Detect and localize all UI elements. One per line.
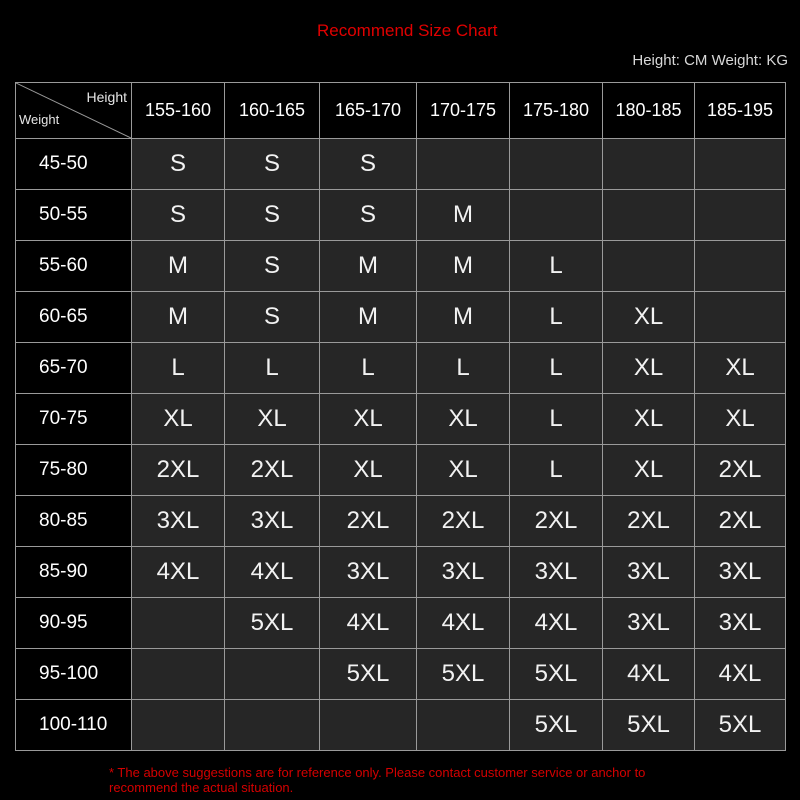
- size-cell: [132, 649, 225, 700]
- header-row: [16, 83, 786, 139]
- size-cell: 4XL: [132, 547, 225, 598]
- size-cell: [225, 649, 320, 700]
- weight-row-label: 55-60: [16, 241, 132, 292]
- size-cell: 4XL: [320, 598, 417, 649]
- size-cell: 3XL: [695, 598, 786, 649]
- table-row: [16, 547, 786, 598]
- size-cell: 5XL: [225, 598, 320, 649]
- size-cell: 2XL: [603, 496, 695, 547]
- size-cell: L: [510, 343, 603, 394]
- weight-row-label: 50-55: [16, 190, 132, 241]
- size-cell: S: [320, 139, 417, 190]
- size-cell: 4XL: [510, 598, 603, 649]
- table-row: [16, 394, 786, 445]
- size-cell: [603, 190, 695, 241]
- size-cell: 5XL: [603, 700, 695, 751]
- corner-cell: [16, 83, 132, 139]
- table-row: [16, 445, 786, 496]
- size-cell: M: [417, 241, 510, 292]
- size-cell: XL: [695, 394, 786, 445]
- size-cell: 3XL: [320, 547, 417, 598]
- height-column-header: 180-185: [603, 83, 695, 139]
- size-cell: 5XL: [510, 700, 603, 751]
- size-cell: [510, 139, 603, 190]
- size-cell: 2XL: [695, 445, 786, 496]
- table-row: [16, 700, 786, 751]
- table-row: [16, 598, 786, 649]
- weight-row-label: 45-50: [16, 139, 132, 190]
- size-cell: [603, 241, 695, 292]
- size-cell: XL: [417, 394, 510, 445]
- size-cell: [225, 700, 320, 751]
- size-cell: XL: [132, 394, 225, 445]
- size-cell: L: [510, 445, 603, 496]
- size-cell: S: [225, 190, 320, 241]
- size-cell: 3XL: [603, 598, 695, 649]
- size-cell: [695, 241, 786, 292]
- weight-row-label: 65-70: [16, 343, 132, 394]
- size-cell: 3XL: [132, 496, 225, 547]
- size-cell: [695, 292, 786, 343]
- height-axis-label: Height: [86, 89, 127, 105]
- size-cell: L: [510, 394, 603, 445]
- size-cell: XL: [603, 394, 695, 445]
- height-column-header: 170-175: [417, 83, 510, 139]
- size-cell: [695, 190, 786, 241]
- height-column-header: 175-180: [510, 83, 603, 139]
- size-cell: 3XL: [510, 547, 603, 598]
- units-label: Height: CM Weight: KG: [632, 52, 788, 69]
- size-cell: S: [225, 241, 320, 292]
- size-cell: S: [320, 190, 417, 241]
- weight-row-label: 70-75: [16, 394, 132, 445]
- size-cell: 5XL: [695, 700, 786, 751]
- size-cell: XL: [603, 343, 695, 394]
- size-cell: L: [132, 343, 225, 394]
- size-cell: S: [132, 190, 225, 241]
- table-row: [16, 496, 786, 547]
- size-cell: [417, 139, 510, 190]
- size-cell: XL: [695, 343, 786, 394]
- weight-row-label: 80-85: [16, 496, 132, 547]
- size-cell: 4XL: [417, 598, 510, 649]
- height-column-header: 185-195: [695, 83, 786, 139]
- size-cell: XL: [320, 445, 417, 496]
- size-cell: XL: [417, 445, 510, 496]
- size-cell: [695, 139, 786, 190]
- table-row: [16, 190, 786, 241]
- size-cell: XL: [603, 292, 695, 343]
- size-cell: [132, 700, 225, 751]
- table-row: [16, 649, 786, 700]
- weight-row-label: 85-90: [16, 547, 132, 598]
- size-cell: XL: [320, 394, 417, 445]
- chart-title: Recommend Size Chart: [317, 21, 498, 40]
- height-column-header: 160-165: [225, 83, 320, 139]
- height-column-header: 155-160: [132, 83, 225, 139]
- size-cell: 3XL: [225, 496, 320, 547]
- size-cell: 3XL: [417, 547, 510, 598]
- size-cell: [417, 700, 510, 751]
- weight-row-label: 60-65: [16, 292, 132, 343]
- size-cell: [510, 190, 603, 241]
- size-cell: 2XL: [417, 496, 510, 547]
- table-row: [16, 343, 786, 394]
- size-cell: S: [132, 139, 225, 190]
- weight-row-label: 100-110: [16, 700, 132, 751]
- size-cell: 2XL: [510, 496, 603, 547]
- weight-row-label: 95-100: [16, 649, 132, 700]
- size-cell: XL: [603, 445, 695, 496]
- height-column-header: 165-170: [320, 83, 417, 139]
- size-cell: [320, 700, 417, 751]
- size-cell: M: [132, 292, 225, 343]
- weight-row-label: 90-95: [16, 598, 132, 649]
- size-cell: 2XL: [225, 445, 320, 496]
- size-cell: 3XL: [695, 547, 786, 598]
- size-cell: M: [132, 241, 225, 292]
- size-cell: L: [510, 241, 603, 292]
- size-cell: L: [320, 343, 417, 394]
- size-cell: M: [417, 292, 510, 343]
- size-cell: M: [320, 292, 417, 343]
- size-cell: [132, 598, 225, 649]
- size-cell: XL: [225, 394, 320, 445]
- size-cell: 4XL: [603, 649, 695, 700]
- size-cell: 2XL: [695, 496, 786, 547]
- size-cell: 5XL: [417, 649, 510, 700]
- size-cell: 5XL: [320, 649, 417, 700]
- size-cell: [603, 139, 695, 190]
- size-cell: 3XL: [603, 547, 695, 598]
- table-row: [16, 241, 786, 292]
- size-cell: L: [225, 343, 320, 394]
- size-cell: 2XL: [132, 445, 225, 496]
- size-chart-table: [15, 82, 786, 751]
- size-cell: M: [320, 241, 417, 292]
- size-cell: 4XL: [695, 649, 786, 700]
- table-row: [16, 292, 786, 343]
- size-cell: M: [417, 190, 510, 241]
- size-cell: 2XL: [320, 496, 417, 547]
- table-body: [16, 139, 786, 751]
- size-cell: L: [510, 292, 603, 343]
- size-cell: 5XL: [510, 649, 603, 700]
- weight-axis-label: Weight: [19, 112, 60, 127]
- size-cell: L: [417, 343, 510, 394]
- table-row: [16, 139, 786, 190]
- footnote: * The above suggestions are for reference only. Please contact customer service or anchor to recommend the actual situation.: [109, 765, 646, 795]
- size-cell: S: [225, 292, 320, 343]
- size-cell: 4XL: [225, 547, 320, 598]
- weight-row-label: 75-80: [16, 445, 132, 496]
- size-cell: S: [225, 139, 320, 190]
